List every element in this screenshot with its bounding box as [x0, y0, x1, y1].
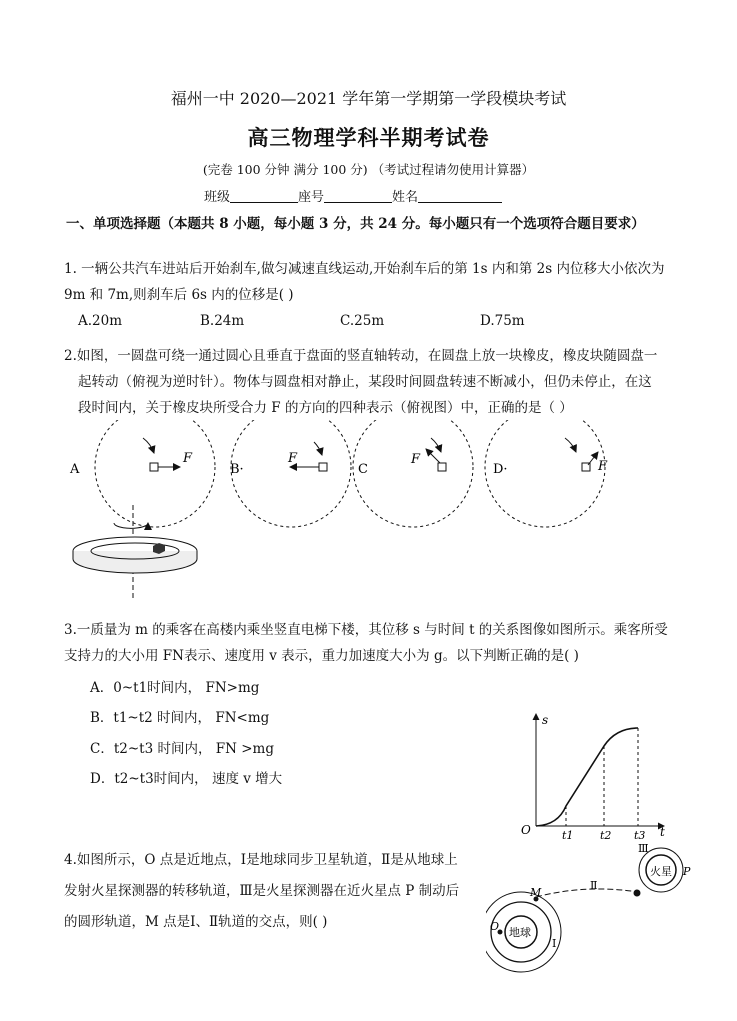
q4-orbit-diagram: [486, 842, 701, 1017]
mars-system: [638, 842, 691, 892]
q1-option-d[interactable]: D.75m: [480, 313, 525, 329]
q2-a-eraser: [150, 463, 158, 471]
q3-x-label: t: [660, 825, 665, 839]
q2-diagram-a[interactable]: [69, 420, 215, 527]
probe-dot: [634, 890, 641, 897]
q4-line3: 的圆形轨道，M 点是Ⅰ、Ⅱ轨道的交点，则( ): [64, 914, 328, 930]
q1-option-b[interactable]: B.24m: [200, 313, 245, 329]
q2-d-force-arrow: [588, 452, 598, 465]
mars-label: 火星: [650, 865, 672, 878]
axis-rotation-arrow: [114, 523, 148, 528]
q2-a-force-label: F: [183, 451, 193, 466]
disc-side: [73, 551, 197, 573]
q2-d-rotation-arrow: [565, 438, 576, 452]
q1-line2: 9m 和 7m,则刹车后 6s 内的位移是( ): [64, 287, 294, 303]
q3-line1: 3.一质量为 m 的乘客在高楼内乘坐竖直电梯下楼，其位移 s 与时间 t 的关系图像如图所示。乘客所受: [64, 622, 668, 638]
q3-origin: O: [521, 823, 531, 837]
name-label: 姓名: [392, 190, 419, 205]
q2-diagrams: [60, 420, 660, 600]
q2-b-disc-outline: [231, 420, 351, 527]
q2-c-force-arrow: [426, 449, 440, 463]
class-blank[interactable]: [230, 188, 298, 203]
q1-option-c[interactable]: C.25m: [340, 313, 385, 329]
q2-d-force-label: F: [598, 459, 608, 474]
exam-title: 高三物理学科半期考试卷: [247, 125, 490, 150]
q4-line1: 4.如图所示，O 点是近地点，Ⅰ是地球同步卫星轨道，Ⅱ是从地球上: [64, 852, 458, 868]
q2-b-force-label: F: [288, 451, 298, 466]
point-m-label: M: [530, 886, 542, 899]
q3-option-d[interactable]: D．t2~t3时间内， 速度 v 增大: [90, 771, 283, 787]
earth-label: 地球: [509, 926, 531, 939]
q3-curve: [536, 728, 638, 826]
student-info-line: [204, 186, 502, 205]
q2-c-rotation-arrow: [431, 438, 441, 452]
q3-option-c[interactable]: C．t2~t3 时间内， FN >mg: [90, 741, 274, 757]
orbit-iii-label: Ⅲ: [638, 842, 649, 855]
turntable-illustration: [73, 505, 197, 598]
q3-y-label: s: [542, 713, 549, 727]
q2-label-a: A: [70, 462, 80, 477]
q2-c-disc-outline: [353, 420, 473, 527]
orbit-i-label: Ⅰ: [552, 937, 557, 950]
q3-st-graph: [514, 708, 674, 843]
orbit-ii-label: Ⅱ: [590, 879, 598, 892]
name-blank[interactable]: [418, 188, 502, 203]
q2-diagram-b[interactable]: [230, 420, 351, 527]
q3-tick-t3: t3: [634, 829, 646, 842]
exam-info: (完卷 100 分钟 满分 100 分) （考试过程请勿使用计算器）: [202, 162, 535, 177]
q1-line1: 1. 一辆公共汽车进站后开始刹车,做匀减速直线运动,开始刹车后的第 1s 内和第 2s 内位移大小依次为: [64, 261, 665, 277]
q3-line2: 支持力的大小用 FN表示、速度用 v 表示，重力加速度大小为 g。以下判断正确的是( ): [64, 648, 579, 664]
section-heading: 一、单项选择题（本题共 8 小题，每小题 3 分，共 24 分。每小题只有一个选项符合题目要求）: [66, 216, 645, 232]
q2-label-b: B·: [230, 462, 244, 477]
q1-option-a[interactable]: A.20m: [78, 313, 123, 329]
q2-b-eraser: [319, 463, 327, 471]
q2-diagram-c[interactable]: [353, 420, 473, 527]
q2-line2: 起转动（俯视为逆时针）。物体与圆盘相对静止，某段时间圆盘转速不断减小，但仍未停止，在这: [78, 374, 652, 390]
school-line: 福州一中 2020—2021 学年第一学期第一学段模块考试: [170, 89, 567, 108]
q2-label-d: D·: [493, 462, 508, 477]
point-o-label: O: [490, 920, 500, 933]
seat-blank[interactable]: [324, 188, 392, 203]
q2-a-disc-outline: [95, 420, 215, 527]
q2-a-rotation-arrow: [143, 438, 154, 453]
q2-diagram-d[interactable]: [485, 420, 608, 527]
q3-tick-t2: t2: [600, 829, 612, 842]
q2-label-c: C: [358, 462, 368, 477]
class-label: 班级: [204, 190, 231, 205]
q2-line1: 2.如图，一圆盘可绕一通过圆心且垂直于盘面的竖直轴转动，在圆盘上放一块橡皮，橡皮块随圆盘一: [64, 348, 658, 364]
q3-option-b[interactable]: B．t1~t2 时间内， FN<mg: [90, 710, 270, 726]
q2-c-force-label: F: [411, 452, 421, 467]
orbit-ii: [536, 889, 638, 897]
point-p-label: P: [683, 865, 691, 878]
seat-label: 座号: [298, 190, 325, 205]
q2-b-rotation-arrow: [314, 442, 322, 455]
q2-c-eraser: [438, 463, 446, 471]
q2-line3: 段时间内，关于橡皮块所受合力 F 的方向的四种表示（俯视图）中，正确的是（ ）: [78, 400, 573, 416]
q4-line2: 发射火星探测器的转移轨道，Ⅲ是火星探测器在近火星点 P 制动后: [64, 883, 460, 899]
q3-tick-t1: t1: [562, 829, 574, 842]
q3-option-a[interactable]: A．0~t1时间内， FN>mg: [90, 680, 260, 696]
earth-system: [486, 886, 561, 972]
